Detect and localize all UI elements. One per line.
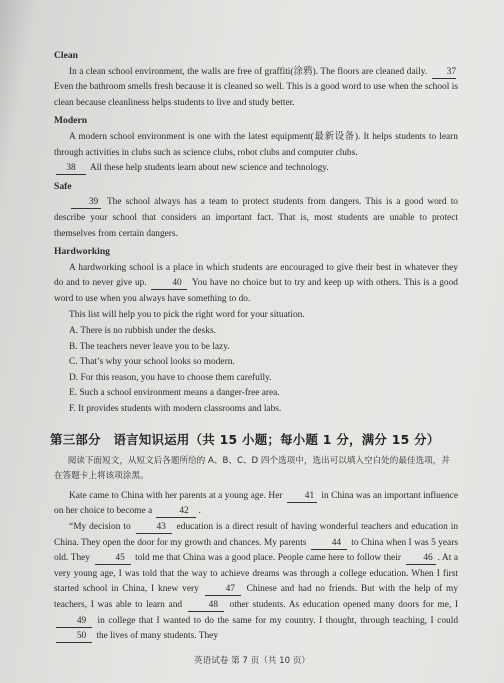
section-paragraph-clean (54, 65, 458, 112)
section-paragraph-modern (54, 130, 458, 177)
answer-blank-41[interactable]: 41 (287, 490, 317, 503)
answer-blank-50[interactable]: 50 (56, 630, 92, 643)
text: . (198, 506, 201, 517)
section-heading-modern: Modern (54, 115, 88, 127)
answer-blank-43[interactable]: 43 (136, 521, 172, 534)
instruction-text: This list will help you to pick the right word for your situation. (69, 309, 305, 320)
answer-blank-44[interactable]: 44 (311, 537, 347, 550)
text: education is a direct result of having wonderful teachers and education in China. They open the door for my growth and chances. My parents (54, 522, 459, 548)
answer-blank-48[interactable]: 48 (188, 599, 224, 612)
answer-blank-47[interactable]: 47 (205, 583, 241, 596)
text: You have no choice but to try and keep up with others. This is a good word to use when you always have something to do. (54, 278, 458, 304)
section-paragraph-hardworking (54, 261, 458, 323)
answer-blank-39[interactable]: 39 (71, 196, 101, 209)
section-heading-safe: Safe (54, 180, 72, 192)
option-a: A. There is no rubbish under the desks. (69, 326, 216, 337)
answer-blank-42[interactable]: 42 (156, 505, 196, 518)
text: other students. As education opened many doors for me, I (229, 600, 459, 610)
section-heading-hardworking: Hardworking (54, 246, 110, 258)
text: “My decision to (69, 522, 131, 533)
text: in China was an important influence on her choice to become a (54, 490, 458, 517)
option-f: F. It provides students with modern classrooms and labs. (69, 404, 282, 415)
option-c: C. That’s why your school looks so modern. (69, 357, 235, 368)
section-heading-clean: Clean (54, 50, 78, 61)
text: All these help students learn about new science and technology. (89, 163, 329, 174)
text: Even the bathroom smells fresh because it is cleaned so well. This is a good word to use when the school is clean because cleanliness helps students to live and study better. (54, 82, 458, 108)
exam-content (50, 46, 459, 645)
passage-paragraph-2 (54, 520, 458, 645)
option-d: D. For this reason, you have to choose them carefully. (69, 372, 272, 383)
text: In a clean school environment, the walls are free of graffiti(涂鸦). The floors are cleaned daily. (69, 66, 428, 77)
answer-blank-49[interactable]: 49 (56, 615, 92, 628)
text: told me that China was a good place. People came here to follow their (135, 553, 401, 564)
answer-blank-46[interactable]: 46 (406, 552, 436, 565)
answer-blank-37[interactable]: 37 (432, 66, 456, 79)
instructions-chinese: 阅读下面短文，从短文后各题所给的 A、B、C、D 四个选项中，选出可以填入空白处的最佳选项，并在答题卡上将该项涂黑。 (54, 455, 450, 482)
text: The school always has a team to protect students from dangers. This is a good word to describe your school that considers an important fact. That is, most students are unable to protect themselves from certain dangers. (54, 197, 458, 239)
page-footer: 英语试卷 第 7 页（共 10 页） (194, 656, 310, 666)
option-e: E. Such a school environment means a danger-free area. (69, 388, 280, 399)
text: Kate came to China with her parents at a young age. Her (69, 490, 283, 501)
text: the lives of many students. They (96, 631, 219, 642)
part-three-title: 第三部分 语言知识运用（共 15 小题；每小题 1 分，满分 15 分） (50, 431, 440, 447)
text: to China when I was 5 years old. They (54, 537, 458, 564)
text: A hardworking school is a place in which students are encouraged to give their best in whatever they do and to never give up. (54, 262, 458, 289)
passage-paragraph-1 (54, 489, 458, 520)
text: Chinese and had no friends. But with the help of my teachers, I was able to learn and (54, 584, 459, 610)
text: A modern school environment is one with the latest equipment(最新设备). It helps students to learn through activities in clubs such as science clubs, robot clubs and computer clubs. (54, 131, 458, 158)
cloze-passage (54, 489, 458, 645)
answer-blank-40[interactable]: 40 (151, 277, 187, 290)
answer-blank-45[interactable]: 45 (95, 552, 131, 565)
option-list (54, 324, 458, 418)
answer-blank-38[interactable]: 38 (56, 162, 86, 175)
section-paragraph-safe (54, 195, 458, 242)
text: . At a very young age, I was told that the way to achieve dreams was through a college education. When I first started school in China, I knew very (54, 553, 459, 595)
option-b: B. The teachers never leave you to be lazy. (69, 341, 230, 352)
text: in college that I wanted to do the same for my country. I thought, through teaching, I could (97, 615, 459, 626)
